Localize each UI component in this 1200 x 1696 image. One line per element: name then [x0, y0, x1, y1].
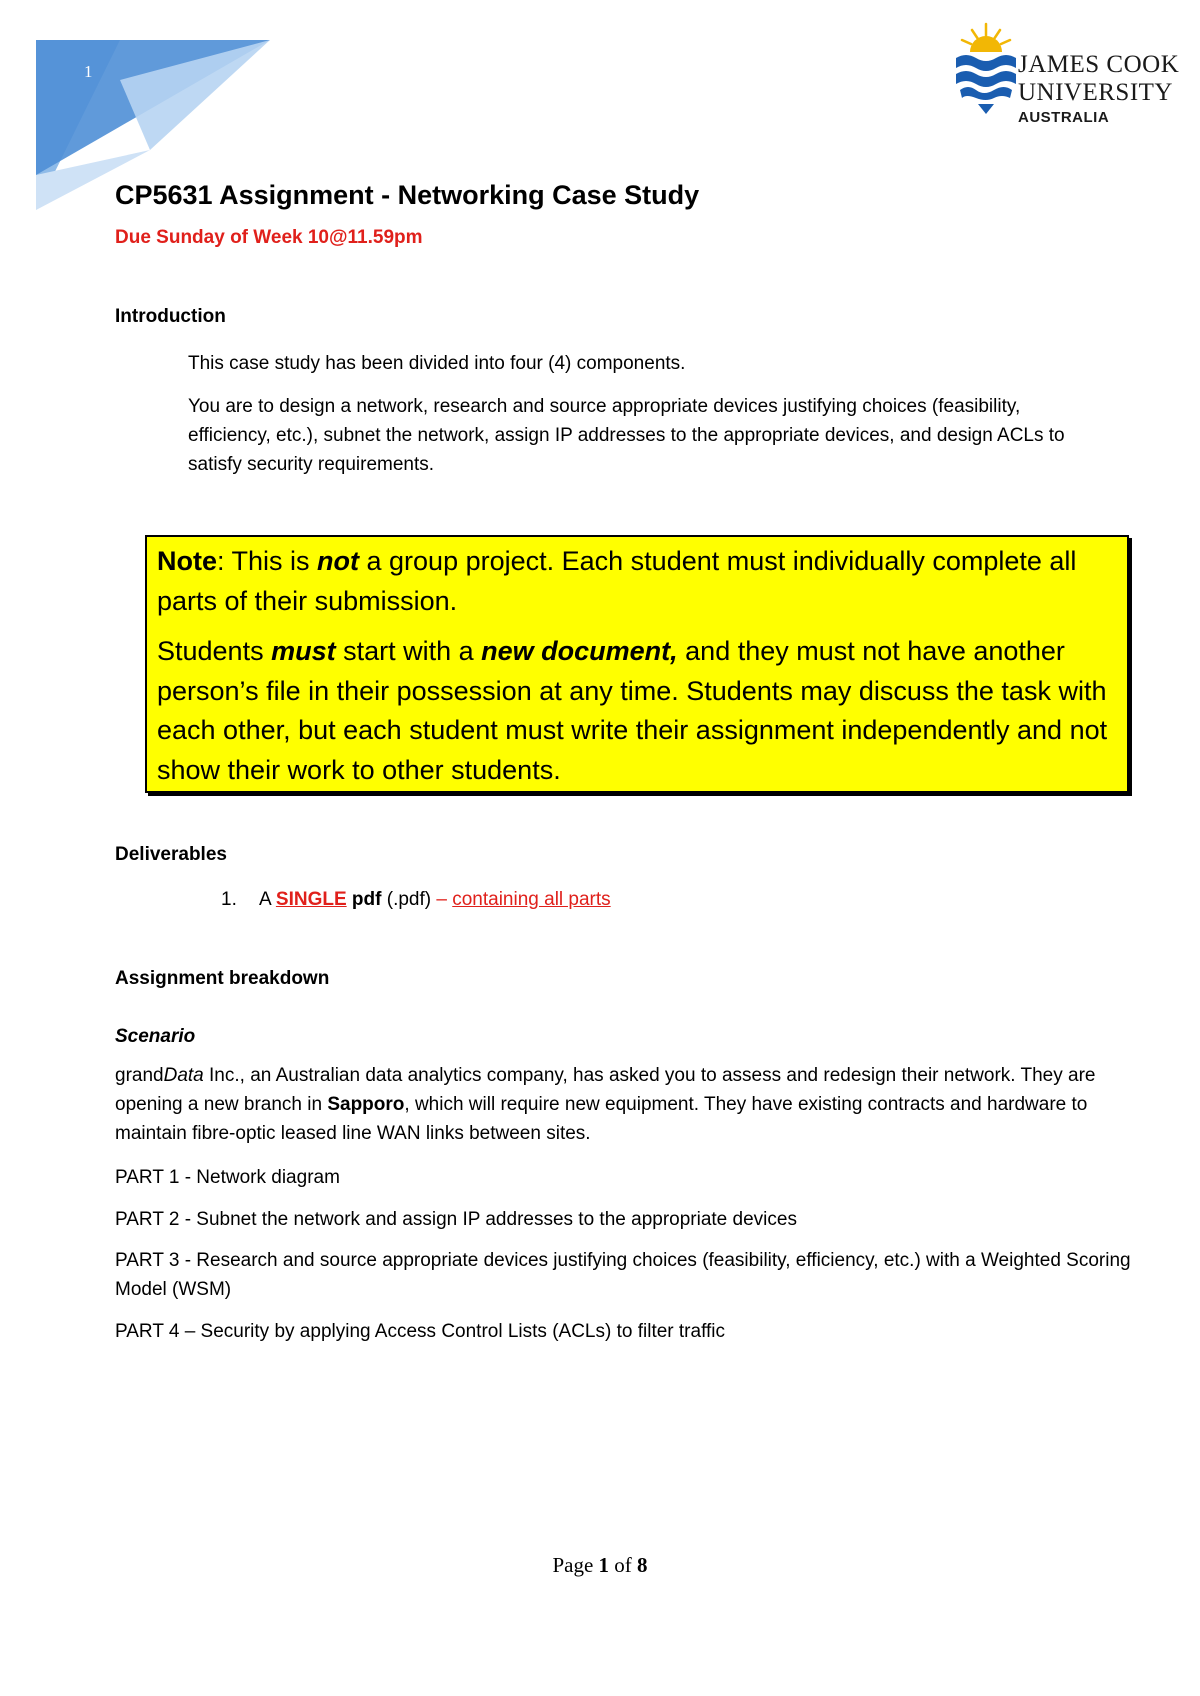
note-text: Students: [157, 636, 272, 666]
part-2: PART 2 - Subnet the network and assign IP addresses to the appropriate devices: [115, 1209, 797, 1230]
logo-line-2: UNIVERSITY: [1018, 79, 1173, 106]
note-box: [145, 535, 1129, 793]
note-text: : This is: [217, 546, 318, 576]
corner-page-number: 1: [84, 62, 93, 81]
deliverables-heading: Deliverables: [115, 844, 227, 865]
scenario-text: , which will require new equipment. They have existing contracts and hardware to maintain fibre-optic leased line WAN links between sites.: [115, 1094, 1088, 1144]
breakdown-heading: Assignment breakdown: [115, 968, 330, 989]
scenario-grand: grand: [115, 1065, 164, 1086]
footer-total-pages: 8: [637, 1553, 648, 1577]
deliverable-single: SINGLE: [275, 889, 347, 910]
part-3: PART 3 - Research and source appropriate devices justifying choices (feasibility, efficiency, etc.) with a Weighted Scoring Model (WSM): [115, 1250, 1131, 1300]
note-emphasis-must: must: [271, 636, 336, 666]
note-paragraph-1: [157, 542, 1117, 621]
scenario-heading: Scenario: [115, 1026, 196, 1047]
note-paragraph-2: [157, 632, 1117, 790]
deliverable-dash: –: [436, 889, 447, 910]
note-text: start with a: [335, 636, 482, 666]
scenario-data: Data: [163, 1065, 204, 1086]
note-text: and they must not have another person’s file in their possession at any time. Students may discuss the task with each other, but each student must write their assignment independently and not show their work to other students.: [157, 636, 1108, 785]
footer-of: of: [609, 1553, 638, 1577]
scenario-text: Inc., an Australian data analytics company, has asked you to assess and redesign their network. They are opening a new branch in: [115, 1065, 1096, 1115]
scenario-sapporo: Sapporo: [327, 1094, 405, 1115]
due-date: Due Sunday of Week 10@11.59pm: [115, 227, 423, 248]
footer-current-page: 1: [598, 1553, 610, 1577]
page-footer: [0, 1553, 1200, 1578]
deliverable-containing: containing all parts: [452, 889, 611, 910]
part-1: PART 1 - Network diagram: [115, 1167, 340, 1188]
deliverable-text: [259, 889, 611, 911]
deliverable-pdf: pdf: [346, 889, 382, 910]
document-title: CP5631 Assignment - Networking Case Study: [115, 180, 700, 210]
note-label: Note: [157, 546, 217, 576]
footer-page-label: Page: [552, 1553, 599, 1577]
note-emphasis-new-document: new document,: [481, 636, 678, 666]
deliverable-ext: (.pdf): [381, 889, 437, 910]
introduction-paragraph-2: You are to design a network, research and source appropriate devices justifying choices (feasibility, efficiency, etc.), subnet the network, assign IP addresses to the appropriate devices, and design ACLs to satisfy security requirements.: [188, 396, 1065, 475]
introduction-paragraph-1: This case study has been divided into four (4) components.: [188, 353, 686, 374]
logo-wordmark: [1018, 52, 1179, 125]
introduction-heading: Introduction: [115, 306, 226, 327]
part-4: PART 4 – Security by applying Access Control Lists (ACLs) to filter traffic: [115, 1321, 726, 1342]
scenario-paragraph: [115, 1061, 1135, 1148]
note-emphasis-not: not: [317, 546, 360, 576]
note-text: a group project. Each student must individually complete all parts of their submission.: [157, 546, 1077, 616]
logo-line-3: AUSTRALIA: [1018, 109, 1110, 126]
deliverable-a: A: [259, 889, 276, 910]
logo-line-1: JAMES COOK: [1018, 51, 1180, 78]
deliverable-number: 1.: [221, 889, 237, 910]
